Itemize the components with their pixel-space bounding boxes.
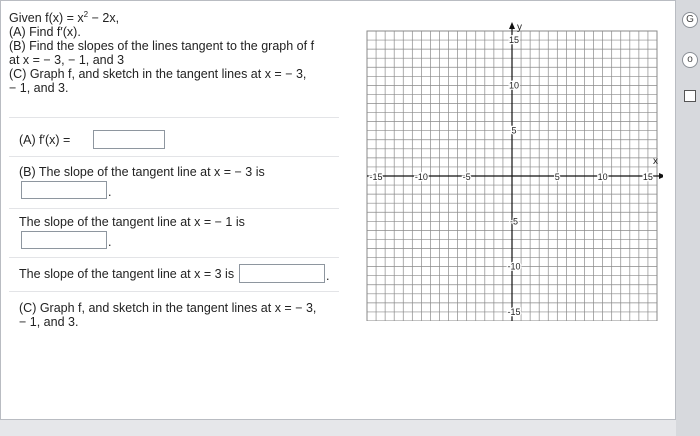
x-tick-label: 5 bbox=[554, 172, 560, 182]
answer-a-input[interactable] bbox=[93, 130, 165, 149]
answer-b-input[interactable] bbox=[21, 181, 107, 199]
y-tick-label: 10 bbox=[508, 80, 520, 91]
y-tick-label: -10 bbox=[507, 261, 521, 272]
part-b-prompt-line2: at x = − 3, − 1, and 3 bbox=[9, 53, 125, 67]
divider bbox=[9, 291, 339, 292]
answer-c3-period: . bbox=[326, 269, 330, 283]
answer-b-period: . bbox=[108, 185, 112, 199]
g-extension-icon[interactable]: G bbox=[682, 12, 698, 28]
answer-c3-label: The slope of the tangent line at x = 3 is bbox=[19, 267, 235, 281]
o-extension-icon[interactable]: o bbox=[682, 52, 698, 68]
x-axis-label: x bbox=[653, 156, 658, 167]
y-tick-label: 5 bbox=[511, 125, 517, 136]
y-axis-arrow bbox=[509, 22, 515, 29]
answer-c1-label: The slope of the tangent line at x = − 1 is bbox=[19, 215, 245, 229]
x-axis-arrow bbox=[659, 173, 663, 179]
answer-c1-period: . bbox=[108, 235, 112, 249]
part-a-prompt: (A) Find f′(x). bbox=[9, 25, 81, 39]
divider bbox=[9, 117, 339, 118]
graph-instruction-line2: − 1, and 3. bbox=[19, 315, 79, 329]
part-c-prompt-line2: − 1, and 3. bbox=[9, 81, 69, 95]
page-icon[interactable] bbox=[684, 90, 696, 102]
answer-c1-input[interactable] bbox=[21, 231, 107, 249]
graphing-grid[interactable] bbox=[363, 21, 663, 321]
part-b-prompt-line1: (B) Find the slopes of the lines tangent to the graph of f bbox=[9, 39, 315, 53]
y-tick-label: 15 bbox=[508, 35, 520, 46]
x-tick-label: 10 bbox=[597, 172, 608, 182]
answer-b-label: (B) The slope of the tangent line at x = − 3 is bbox=[19, 165, 265, 179]
side-toolbar bbox=[676, 0, 700, 436]
part-c-prompt-line1: (C) Graph f, and sketch in the tangent lines at x = − 3, bbox=[9, 67, 307, 81]
answer-a-label: (A) f′(x) = bbox=[19, 133, 71, 147]
x-tick-label: 15 bbox=[642, 172, 653, 182]
divider bbox=[9, 257, 339, 258]
x-tick-label: -15 bbox=[369, 172, 383, 182]
x-tick-label: -10 bbox=[414, 172, 428, 182]
y-axis-label: y bbox=[517, 22, 522, 33]
divider bbox=[9, 156, 339, 157]
y-tick-label: -15 bbox=[507, 306, 521, 317]
y-tick-label: -5 bbox=[509, 216, 519, 227]
given-function: Given $f(x) = x^2 - 2x$, bbox=[9, 9, 120, 25]
divider bbox=[9, 208, 339, 209]
graph-instruction-line1: (C) Graph f, and sketch in the tangent lines at x = − 3, bbox=[19, 301, 317, 315]
answer-c3-input[interactable] bbox=[239, 264, 325, 283]
x-tick-label: -5 bbox=[462, 172, 471, 182]
